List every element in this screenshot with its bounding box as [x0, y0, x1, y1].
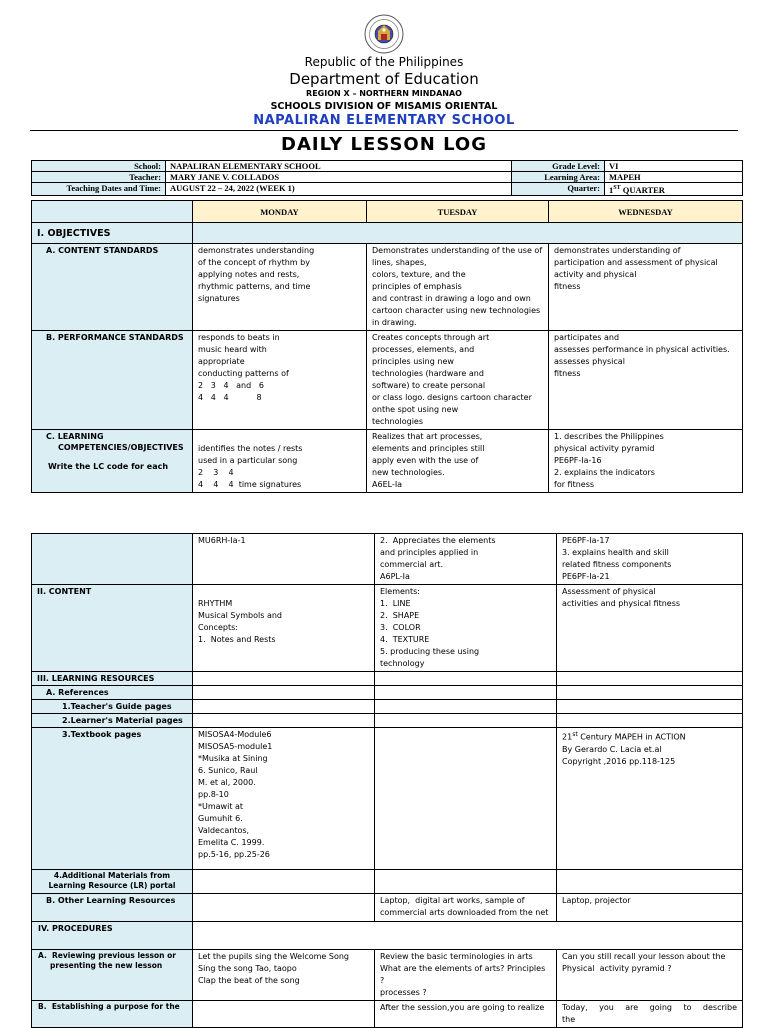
textbook-wednesday-num: 21: [562, 732, 573, 742]
codes-monday: MU6RH-Ia-1: [193, 534, 375, 585]
republic-heading: Republic of the Philippines: [304, 55, 464, 69]
performance-standards-wednesday: participates and assesses performance in physical activities. assesses physical fitness: [549, 331, 743, 430]
teachers-guide-monday: [193, 700, 375, 714]
procedure-a-marker: A.: [38, 951, 47, 960]
content-wednesday: Assessment of physical activities and physical fitness: [557, 585, 743, 672]
additional-materials-tuesday: [375, 870, 557, 894]
lesson-table: [31, 533, 743, 1028]
area-label: Learning Area:: [512, 172, 605, 183]
school-heading: NAPALIRAN ELEMENTARY SCHOOL: [253, 113, 515, 128]
teachers-guide-label: 1.Teacher's Guide pages: [32, 700, 193, 714]
procedure-a-text: Reviewing previous lesson or presenting the new lesson: [50, 951, 176, 970]
content-standards-label: A. CONTENT STANDARDS: [32, 244, 193, 331]
teachers-guide-tuesday: [375, 700, 557, 714]
competencies-label-line1: C. LEARNING: [46, 432, 104, 441]
references-monday: [193, 686, 375, 700]
grade-label: Grade Level:: [512, 161, 605, 172]
info-table: [31, 160, 743, 196]
performance-standards-monday: responds to beats in music heard with appropriate conducting patterns of 2 3 4 and 6 4 4 4 8: [193, 331, 367, 430]
grade-value: VI: [605, 161, 743, 172]
other-resources-monday: [193, 894, 375, 922]
day-header-wednesday: WEDNESDAY: [549, 201, 743, 223]
dates-label: Teaching Dates and Time:: [32, 183, 166, 196]
header-divider: [30, 130, 738, 131]
school-value: NAPALIRAN ELEMENTARY SCHOOL: [166, 161, 512, 172]
dates-value: AUGUST 22 – 24, 2022 (WEEK 1): [166, 183, 512, 196]
learners-material-monday: [193, 714, 375, 728]
quarter-superscript: ST: [613, 185, 621, 191]
other-resources-label: B. Other Learning Resources: [32, 894, 193, 922]
performance-standards-label: B. PERFORMANCE STANDARDS: [32, 331, 193, 430]
textbook-tuesday: [375, 728, 557, 870]
procedures-fill: [193, 922, 743, 950]
region-heading: REGION X – NORTHERN MINDANAO: [306, 89, 462, 98]
procedures-label: IV. PROCEDURES: [32, 922, 193, 950]
additional-materials-wednesday: [557, 870, 743, 894]
codes-tuesday: 2. Appreciates the elements and principles applied in commercial art. A6PL-Ia: [375, 534, 557, 585]
additional-materials-label-line1: 4.Additional Materials from: [53, 871, 171, 880]
teacher-value: MARY JANE V. COLLADOS: [166, 172, 512, 183]
textbook-wednesday-sup: st: [572, 731, 578, 738]
competencies-label-line2: COMPETENCIES/OBJECTIVES: [58, 443, 184, 452]
teachers-guide-wednesday: [557, 700, 743, 714]
procedure-b-monday: [193, 1001, 375, 1028]
competencies-monday: identifies the notes / rests used in a particular song 2 3 4 4 4 4 time signatures: [193, 430, 367, 493]
procedure-b-text: Establishing a purpose for the: [51, 1002, 180, 1011]
corner-cell: [32, 201, 193, 223]
objectives-heading-fill: [193, 223, 743, 244]
division-heading: SCHOOLS DIVISION OF MISAMIS ORIENTAL: [270, 101, 498, 112]
learners-material-label: 2.Learner's Material pages: [32, 714, 193, 728]
learning-resources-label: III. LEARNING RESOURCES: [32, 672, 193, 686]
content-tuesday: Elements: 1. LINE 2. SHAPE 3. COLOR 4. TEXTURE 5. producing these using technology: [375, 585, 557, 672]
school-label: School:: [32, 161, 166, 172]
competencies-tuesday: Realizes that art processes, elements and principles still apply even with the use of new technologies. A6EL-Ia: [367, 430, 549, 493]
content-label: II. CONTENT: [32, 585, 193, 672]
procedure-b-tuesday: After the session,you are going to realize: [375, 1001, 557, 1028]
content-standards-tuesday: Demonstrates understanding of the use of lines, shapes, colors, texture, and the principles of emphasis and contrast in drawing a logo and own cartoon character using new technologies in drawing.: [367, 244, 549, 331]
codes-wednesday: PE6PF-Ia-17 3. explains health and skill related fitness components PE6PF-Ia-21: [557, 534, 743, 585]
page-title: DAILY LESSON LOG: [281, 134, 487, 155]
performance-standards-tuesday: Creates concepts through art processes, elements, and principles using new technologies (hardware and software) to create personal or class logo. designs cartoon character onthe spot using new technologies: [367, 331, 549, 430]
other-resources-wednesday: Laptop, projector: [557, 894, 743, 922]
competencies-label: [32, 430, 193, 493]
references-label: A. References: [32, 686, 193, 700]
other-resources-tuesday: Laptop, digital art works, sample of commercial arts downloaded from the net: [375, 894, 557, 922]
department-heading: Department of Education: [289, 70, 479, 88]
additional-materials-monday: [193, 870, 375, 894]
procedure-a-tuesday: Review the basic terminologies in arts What are the elements of arts? Principles ? processes ?: [375, 950, 557, 1001]
quarter-label: Quarter:: [512, 183, 605, 196]
competencies-label-note: Write the LC code for each: [48, 462, 169, 471]
content-standards-wednesday: demonstrates understanding of participation and assessment of physical activity and physical fitness: [549, 244, 743, 331]
learning-resources-wednesday: [557, 672, 743, 686]
content-monday: RHYTHM Musical Symbols and Concepts: 1. Notes and Rests: [193, 585, 375, 672]
content-standards-monday: demonstrates understanding of the concept of rhythm by applying notes and rests, rhythmic patterns, and time signatures: [193, 244, 367, 331]
references-tuesday: [375, 686, 557, 700]
day-header-monday: MONDAY: [193, 201, 367, 223]
competencies-wednesday: 1. describes the Philippines physical activity pyramid PE6PF-Ia-16 2. explains the indicators for fitness: [549, 430, 743, 493]
procedure-b-label: [32, 1001, 193, 1028]
teacher-label: Teacher:: [32, 172, 166, 183]
learners-material-tuesday: [375, 714, 557, 728]
learning-resources-monday: [193, 672, 375, 686]
deped-seal-icon: [364, 14, 404, 54]
references-wednesday: [557, 686, 743, 700]
quarter-number: 1: [609, 184, 614, 195]
procedure-b-wednesday: Today, you are going to describe the: [557, 1001, 743, 1028]
quarter-word: QUARTER: [620, 184, 665, 195]
learners-material-wednesday: [557, 714, 743, 728]
codes-label: [32, 534, 193, 585]
objectives-heading: I. OBJECTIVES: [32, 223, 193, 244]
learning-resources-tuesday: [375, 672, 557, 686]
quarter-value: [605, 183, 743, 196]
procedure-a-wednesday: Can you still recall your lesson about the Physical activity pyramid ?: [557, 950, 743, 1001]
additional-materials-label: [32, 870, 193, 894]
textbook-label: 3.Textbook pages: [32, 728, 193, 870]
additional-materials-label-line2: Learning Resource (LR) portal: [48, 881, 176, 890]
procedure-a-monday: Let the pupils sing the Welcome Song Sing the song Tao, taopo Clap the beat of the song: [193, 950, 375, 1001]
textbook-wednesday-text: Century MAPEH in ACTION By Gerardo C. Lacia et.al Copyright ,2016 pp.118-125: [562, 732, 686, 766]
area-value: MAPEH: [605, 172, 743, 183]
objectives-table: [31, 200, 743, 493]
textbook-wednesday: [557, 728, 743, 870]
procedure-b-marker: B.: [38, 1002, 47, 1011]
procedure-a-label: [32, 950, 193, 1001]
day-header-tuesday: TUESDAY: [367, 201, 549, 223]
textbook-monday: MISOSA4-Module6 MISOSA5-module1 *Musika at Sining 6. Sunico, Raul M. et al, 2000. pp.8-10 *Umawit at Gumuhit 6. Valdecantos, Emelita C. 1999. pp.5-16, pp.25-26: [193, 728, 375, 870]
